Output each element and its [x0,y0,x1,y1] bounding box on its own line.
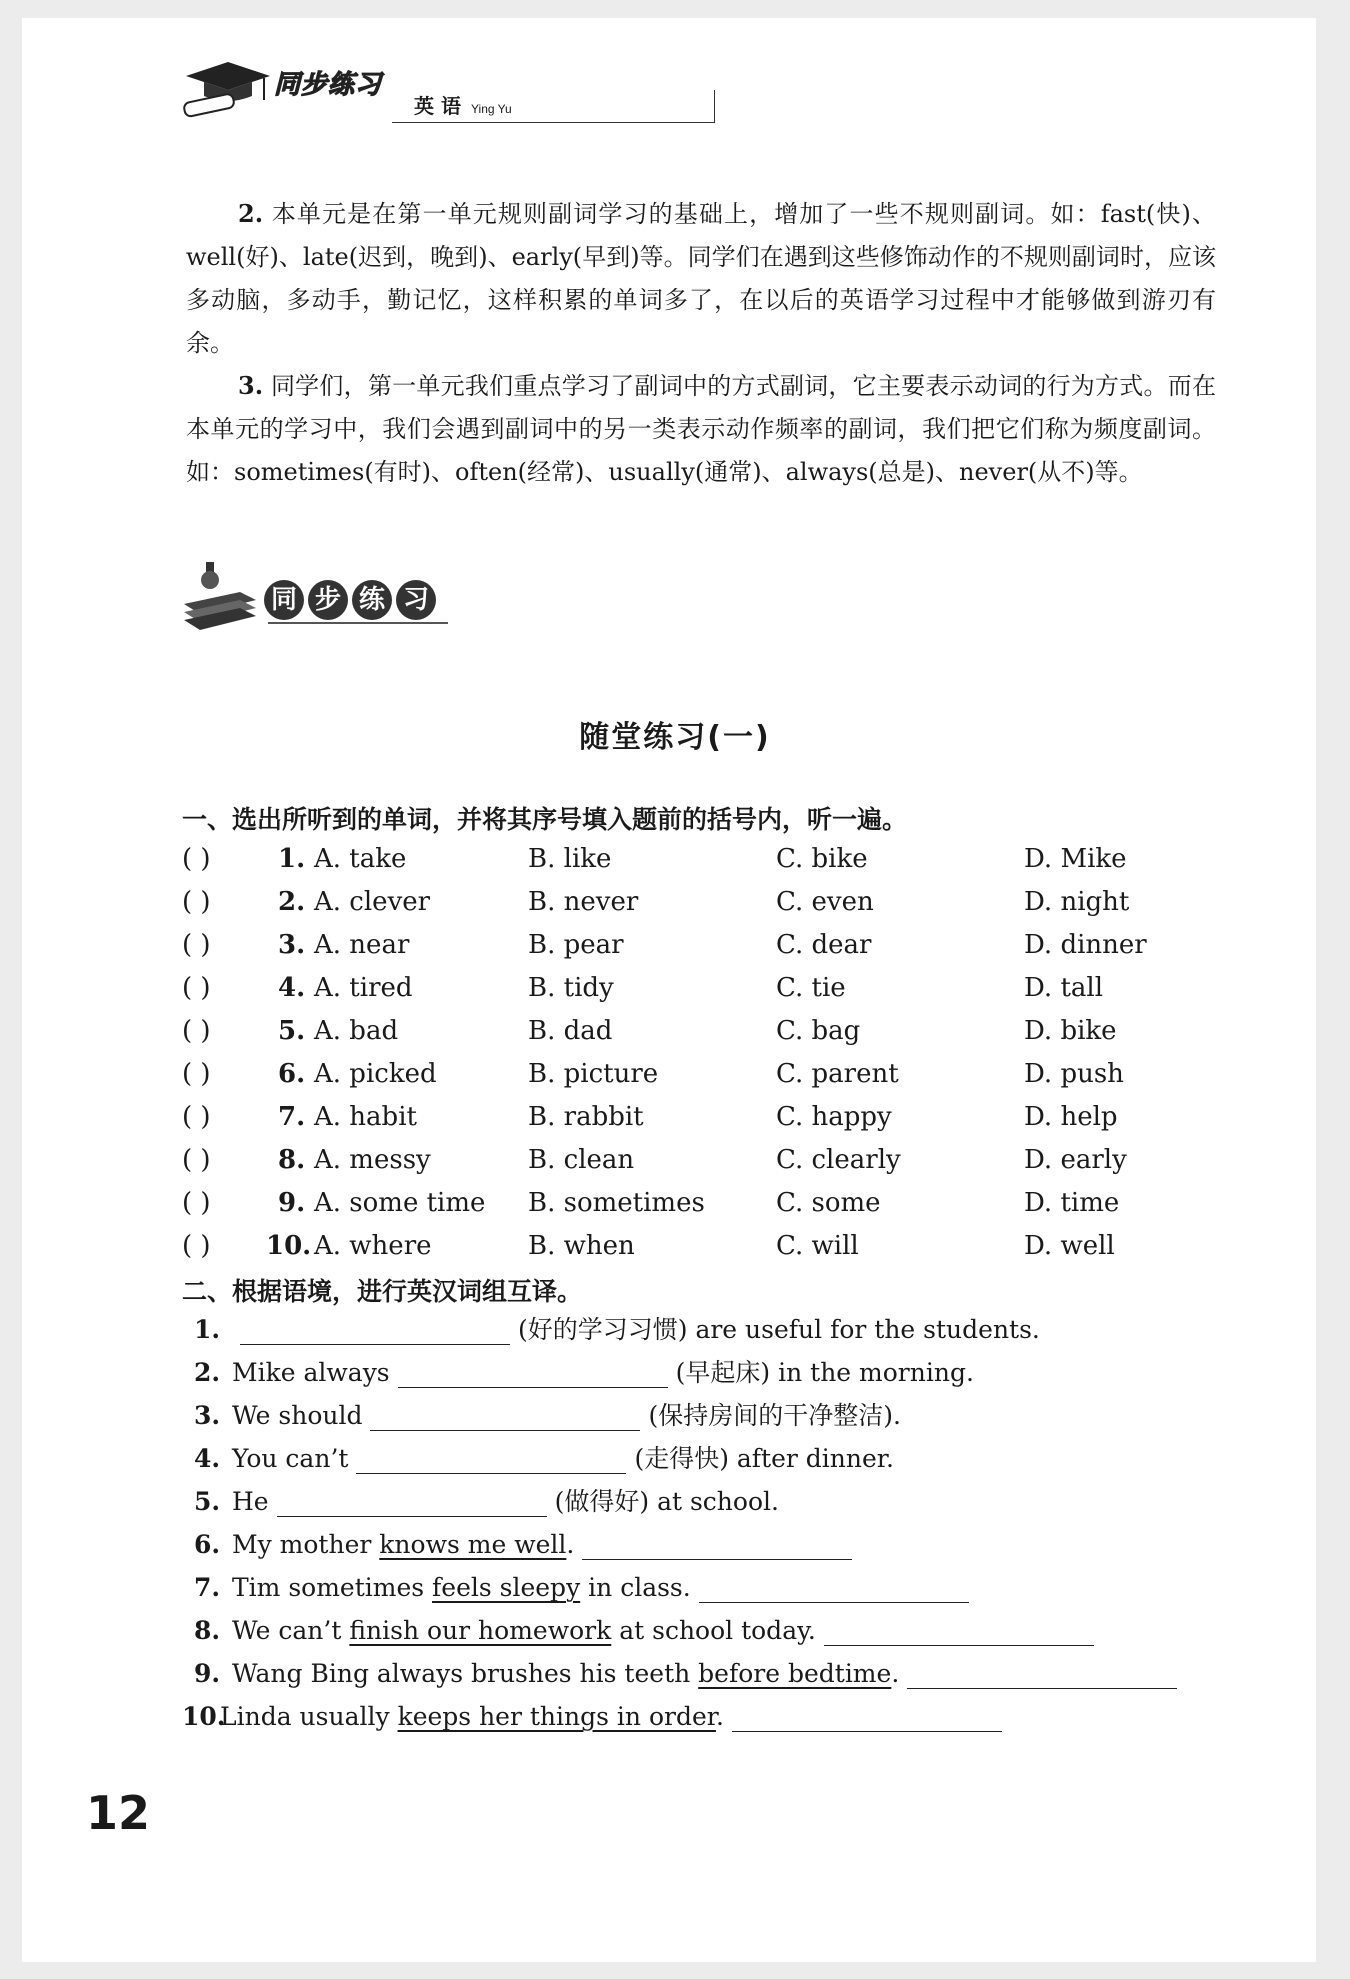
question-number: 5. [278,1016,306,1046]
option-d: D. early [1024,1145,1127,1175]
answer-blank[interactable] [398,1357,668,1388]
answer-blank[interactable] [582,1529,852,1560]
sentence-text: . [891,1659,900,1688]
underlined-phrase: before bedtime [698,1659,892,1688]
answer-blank[interactable] [699,1572,969,1603]
question-number: 5. [194,1487,221,1516]
paragraph-text: 同学们，第一单元我们重点学习了副词中的方式副词，它主要表示动词的行为方式。而在本单元的学习中，我们会遇到副词中的另一类表示动作频率的副词，我们把它们称为频度副词。如：sometimes(有时)、often(经常)、usually(通常)、always(总是)、never(从不)等。 [186,372,1216,486]
paragraph-text: 本单元是在第一单元规则副词学习的基础上，增加了一些不规则副词。如：fast(快)、well(好)、late(迟到，晚到)、early(早到)等。同学们在遇到这些修饰动作的不规则副词时，应该多动脑，多动手，勤记忆，这样积累的单词多了，在以后的英语学习过程中才能够做到游刃有余。 [186,200,1216,357]
part2-heading: 二、根据语境，进行英汉词组互译。 [182,1277,583,1306]
logo-underline [268,622,448,624]
answer-bracket[interactable]: ( ) [182,887,211,917]
answer-blank[interactable] [824,1615,1094,1646]
option-c: C. parent [776,1059,899,1089]
translation-row [194,1481,779,1523]
sentence-text: My mother [232,1530,380,1559]
sentence-text: Tim sometimes [232,1573,433,1602]
paragraph-number: 3. [238,371,264,400]
option-d: D. dinner [1024,930,1147,960]
question-number: 7. [278,1102,306,1132]
option-d: D. time [1024,1188,1120,1218]
question-number: 4. [278,973,306,1003]
choice-row [182,1139,1182,1181]
sentence-text: (好的学习习惯) are useful for the students. [518,1315,1040,1344]
option-a: A. take [314,844,407,874]
sentence-text: (早起床) in the morning. [675,1358,974,1387]
option-d: D. tall [1024,973,1104,1003]
question-number: 2. [278,887,306,917]
answer-bracket[interactable]: ( ) [182,1231,211,1261]
option-c: C. happy [776,1102,892,1132]
sentence-text: (保持房间的干净整洁). [648,1401,901,1430]
sentence-text: Mike always [232,1358,390,1387]
sentence-text: (做得好) at school. [554,1487,779,1516]
option-a: A. near [314,930,410,960]
option-b: B. when [528,1231,635,1261]
sentence-text: at school today. [611,1616,816,1645]
section-logo [180,560,450,640]
page-number: 12 [86,1786,151,1840]
answer-bracket[interactable]: ( ) [182,844,211,874]
option-d: D. bike [1024,1016,1117,1046]
sentence-text: Wang Bing always brushes his teeth [232,1659,699,1688]
sentence-text: . [566,1530,575,1559]
translation-row [194,1309,1040,1351]
option-c: C. tie [776,973,846,1003]
choice-row [182,967,1182,1009]
question-number: 7. [194,1573,221,1602]
option-b: B. clean [528,1145,635,1175]
option-d: D. well [1024,1231,1115,1261]
option-d: D. Mike [1024,844,1127,874]
option-b: B. tidy [528,973,614,1003]
option-b: B. rabbit [528,1102,644,1132]
option-d: D. night [1024,887,1130,917]
question-number: 3. [278,930,306,960]
translation-row [194,1352,974,1394]
answer-bracket[interactable]: ( ) [182,1102,211,1132]
option-c: C. clearly [776,1145,901,1175]
intro-paragraph-3 [186,364,1216,494]
option-b: B. pear [528,930,624,960]
logo-char: 步 [308,580,348,620]
logo-char: 习 [396,580,436,620]
option-a: A. bad [314,1016,399,1046]
part1-heading: 一、选出所听到的单词，并将其序号填入题前的括号内，听一遍。 [182,805,908,834]
paragraph-number: 2. [238,199,264,228]
option-a: A. habit [314,1102,417,1132]
option-b: B. sometimes [528,1188,705,1218]
question-number: 3. [194,1401,221,1430]
logo-char: 练 [352,580,392,620]
answer-blank[interactable] [277,1486,547,1517]
option-a: A. clever [314,887,431,917]
option-b: B. dad [528,1016,613,1046]
answer-bracket[interactable]: ( ) [182,930,211,960]
question-number: 6. [278,1059,306,1089]
logo-char: 同 [264,580,304,620]
choice-row [182,1096,1182,1138]
sentence-text: . [715,1702,724,1731]
series-logo: 同步练习 [274,70,383,100]
translation-row [182,1696,1010,1738]
question-number: 6. [194,1530,221,1559]
choice-row [182,838,1182,880]
sentence-text: in class. [580,1573,691,1602]
question-number: 1. [278,844,306,874]
option-d: D. push [1024,1059,1124,1089]
question-number: 8. [278,1145,306,1175]
intro-paragraph-2 [186,192,1216,365]
answer-blank[interactable] [356,1443,626,1474]
option-c: C. bag [776,1016,861,1046]
sentence-text: We can’t [232,1616,350,1645]
option-a: A. where [314,1231,432,1261]
question-number: 10. [266,1231,312,1261]
choice-row [182,1010,1182,1052]
choice-row [182,924,1182,966]
graduation-cap-icon [180,56,272,120]
underlined-phrase: finish our homework [349,1616,612,1645]
choice-row [182,1182,1182,1224]
answer-bracket[interactable]: ( ) [182,1188,211,1218]
answer-blank[interactable] [240,1314,510,1345]
question-number: 8. [194,1616,221,1645]
subject-pinyin: Ying Yu [470,102,512,116]
option-b: B. like [528,844,612,874]
sentence-text: Linda usually [220,1702,398,1731]
underlined-phrase: knows me well [379,1530,567,1559]
exercise-title: 随堂练习(一) [579,720,771,755]
translation-row [194,1567,977,1609]
sentence-text: We should [232,1401,363,1430]
translation-row [194,1610,1102,1652]
option-c: C. even [776,887,874,917]
choice-row [182,1225,1182,1267]
answer-bracket[interactable]: ( ) [182,1145,211,1175]
option-b: B. never [528,887,639,917]
option-a: A. tired [314,973,413,1003]
sentence-text: You can’t [232,1444,349,1473]
translation-row [194,1653,1185,1695]
option-a: A. picked [314,1059,437,1089]
answer-blank[interactable] [732,1701,1002,1732]
answer-bracket[interactable]: ( ) [182,973,211,1003]
subject-cn: 英 语 [414,94,461,118]
sentence-text: (走得快) after dinner. [634,1444,894,1473]
question-number: 10. [182,1702,226,1731]
option-c: C. bike [776,844,868,874]
answer-bracket[interactable]: ( ) [182,1016,211,1046]
translation-row [194,1438,894,1480]
question-number: 2. [194,1358,221,1387]
answer-blank[interactable] [370,1400,640,1431]
sentence-text: He [232,1487,269,1516]
option-c: C. dear [776,930,872,960]
option-a: A. messy [314,1145,431,1175]
choice-row [182,1053,1182,1095]
option-c: C. will [776,1231,859,1261]
subject-label [414,90,512,119]
translation-row [194,1395,901,1437]
underlined-phrase: feels sleepy [432,1573,581,1602]
option-b: B. picture [528,1059,659,1089]
option-c: C. some [776,1188,881,1218]
question-number: 9. [194,1659,221,1688]
option-d: D. help [1024,1102,1118,1132]
underlined-phrase: keeps her things in order [397,1702,716,1731]
question-number: 1. [194,1315,221,1344]
translation-row [194,1524,860,1566]
answer-blank[interactable] [907,1658,1177,1689]
question-number: 4. [194,1444,221,1473]
option-a: A. some time [314,1188,486,1218]
books-lamp-icon [180,560,258,636]
choice-row [182,881,1182,923]
answer-bracket[interactable]: ( ) [182,1059,211,1089]
question-number: 9. [278,1188,306,1218]
